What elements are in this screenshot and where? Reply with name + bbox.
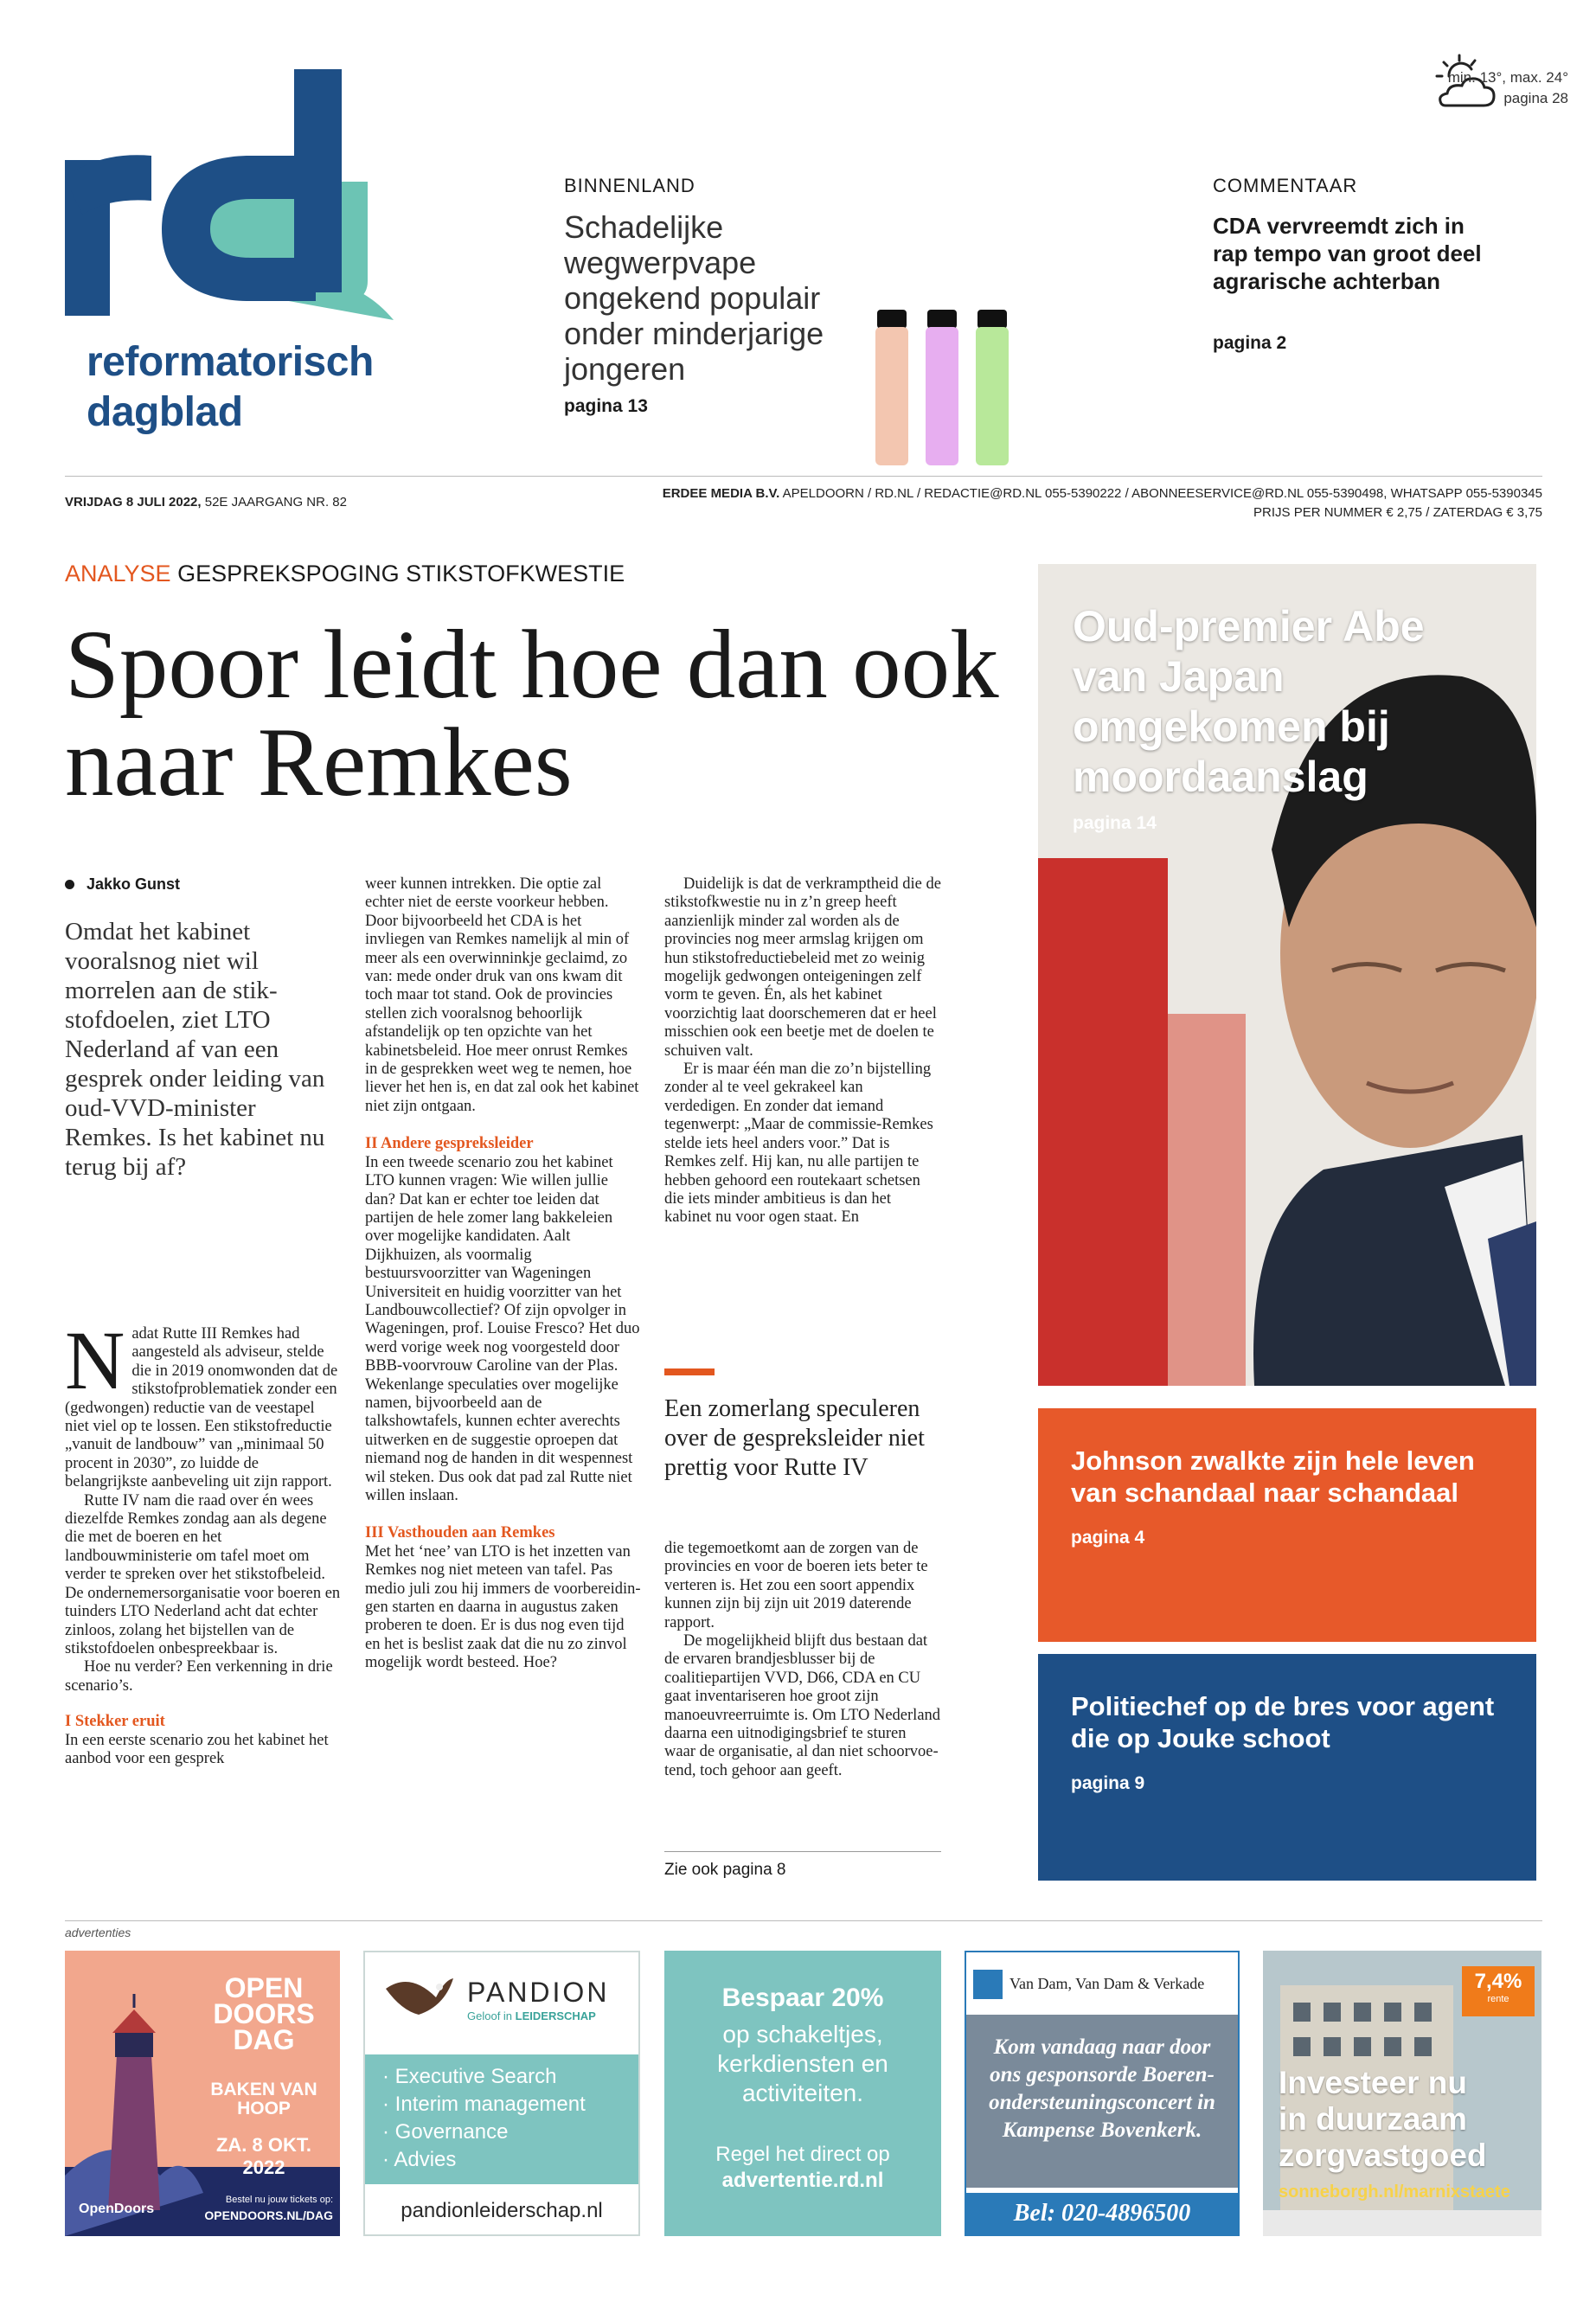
subheading: III Vasthouden aan Remkes xyxy=(365,1524,555,1542)
ad-open-doors[interactable] xyxy=(65,1951,340,2236)
vandam-phone: Bel: 020-4896500 xyxy=(966,2193,1238,2234)
article-intro: Omdat het kabinet vooralsnog niet wil morrelen aan de stikstofdoelen, ziet LTO Nederland af van een gesprek onder leiding van oud-VVD-minister Remkes. Is het kabinet nu terug bij af? xyxy=(65,918,325,1181)
ad-van-dam[interactable] xyxy=(965,1951,1240,2236)
ad5-headline xyxy=(1279,2065,1538,2174)
quote-accent-bar xyxy=(664,1368,715,1375)
ad1-tickets-url: OPENDOORS.NL/DAG xyxy=(204,2208,333,2222)
ad3-cta: Regel het direct op xyxy=(715,2143,890,2166)
teaser-binnenland-page[interactable]: pagina 13 xyxy=(564,396,648,416)
pandion-service-item: · Governance xyxy=(382,2120,509,2144)
pull-quote: Een zomerlang speculeren over de gespreksleider niet prettig voor Rutte IV xyxy=(664,1395,925,1481)
publisher-info xyxy=(663,484,1542,522)
teaser-commentaar-page[interactable]: pagina 2 xyxy=(1213,333,1287,353)
teaser-johnson-page: pagina 4 xyxy=(1071,1528,1145,1548)
pandion-service-text: Executive Search xyxy=(394,2065,557,2088)
pandion-tagline xyxy=(467,2009,596,2022)
ad5-rate-label: rente xyxy=(1487,1994,1509,2004)
see-also[interactable]: Zie ook pagina 8 xyxy=(664,1851,941,1880)
article-kicker xyxy=(65,561,625,587)
masthead-divider xyxy=(65,476,1542,477)
opendoors-logo: OpenDoors xyxy=(79,2202,155,2216)
article-column-3-continued xyxy=(664,1540,941,1780)
pandion-service-text: Advies xyxy=(394,2148,457,2171)
article-headline: Spoor leidt hoe dan ook naar Remkes xyxy=(65,611,999,817)
pandion-service-text: Governance xyxy=(394,2120,509,2144)
pandion-service-item: · Executive Search xyxy=(382,2065,557,2088)
ad3-url: advertentie.rd.nl xyxy=(721,2169,884,2192)
vape-pens-image xyxy=(874,304,1012,467)
ad1-event xyxy=(186,2080,340,2118)
publisher-contact: APELDOORN / RD.NL / REDACTIE@RD.NL 055-5390222 / ABONNEESERVICE@RD.NL 055-5390498, WHATSAPP 055-5390345 xyxy=(779,486,1542,501)
paragraph: Met het ‘nee’ van LTO is het inzetten van Remkes nog niet meteen van tafel. Pas medio juli zou hij immers de voorbereidingen starten en daarna in augustus zaken proberen te doen. Er is dus nog even tijd en het is beslist zaak dat die nu zo zinvol mogelijk wordt besteed. Hoe? xyxy=(365,1542,641,1672)
ad3-body: op schakeltjes, kerkdiensten en activiteiten. xyxy=(717,2021,888,2106)
issue-date: VRIJDAG 8 JULI 2022, xyxy=(65,495,202,510)
masthead-name[interactable] xyxy=(87,337,374,438)
article-byline: Jakko Gunst xyxy=(65,875,180,894)
weather-temp: min. 13°, max. 24° xyxy=(1447,69,1568,86)
paragraph: De mogelijkheid blijft dus bestaan dat de ervaren brandjesblusser bij de coalitiepartijen VVD, D66, CDA en CU gaat inventariseren hoe groot zijn manoeuvreerruimte is. Om LTO Nederland daarna een uitnodigingsbrief te sturen waar de organisatie, al dan niet schoorvoetend, toch gehoor aan geeft. xyxy=(664,1632,941,1779)
masthead-name-line2: dagblad xyxy=(87,389,243,435)
publisher-name: ERDEE MEDIA B.V. xyxy=(662,486,780,501)
pandion-tagline-pre: Geloof in xyxy=(467,2009,516,2022)
pandion-url: pandionleiderschap.nl xyxy=(401,2199,603,2222)
paragraph: die tegemoetkomt aan de zorgen van de provincies en voor de boeren iets beter te verteren is. Het zou een soort appendix kunnen zijn bij zijn uit 2019 daterende rapport. xyxy=(664,1540,928,1631)
vandam-logo-icon xyxy=(973,1970,1003,1999)
teaser-binnenland-title[interactable]: Schadelijke wegwerpvape ongekend populair onder minderjarige jongeren xyxy=(564,209,824,387)
ad5-rate: 7,4% xyxy=(1474,1970,1522,1993)
pandion-services xyxy=(365,2054,638,2184)
paragraph: Er is maar één man die zo’n bijstelling zonder al te veel gekrakeel kan verdedigen. En zonder dat iemand tegenwerpt: „Maar de commissie-Remkes stelde iets heel anders voor.” Dat is Remkes zelf. Hij kan, nu alle partijen te hebben gehoord een routekaart schetsen die iets minder ambitieus is dan het kabinet nu voor ogen staat. En xyxy=(664,1061,933,1227)
ad1-event-line1: BAKEN VAN xyxy=(210,2080,317,2099)
weather-info[interactable] xyxy=(1448,67,1568,109)
masthead-name-line1: reformatorisch xyxy=(87,339,374,385)
teaser-binnenland-label: BINNENLAND xyxy=(564,175,695,196)
ad5-headline-line3: zorgvastgoed xyxy=(1279,2138,1487,2173)
pandion-service-item: · Advies xyxy=(382,2148,457,2171)
issue-number: 52E JAARGANG NR. 82 xyxy=(201,495,347,510)
ad-sonneborgh[interactable] xyxy=(1263,1951,1542,2236)
teaser-politiechef-page: pagina 9 xyxy=(1071,1773,1145,1793)
ad1-tickets-label: Bestel nu jouw tickets op: xyxy=(225,2195,333,2205)
ad5-headline-line2: in duurzaam xyxy=(1279,2101,1467,2137)
dateline xyxy=(65,495,347,510)
ads-label: advertenties xyxy=(65,1926,131,1939)
teaser-commentaar-title[interactable]: CDA vervreemdt zich in rap tempo van groot deel agrarische achterban xyxy=(1213,213,1482,294)
photo-page[interactable]: pagina 14 xyxy=(1073,813,1157,833)
paragraph: In een tweede scenario zou het kabinet LTO kunnen vragen: Wie willen jullie dan? Dat kan er echter toe leiden dat partijen de hele zomer lang bakkeleien over mogelijke kandidaten. Aalt Dijkhuizen, als voormalig bestuursvoorzitter van Wageningen Universiteit en huidig voorzitter van het Landbouwcollectief? Of zijn opvolger in Wageningen, prof. Louise Fresco? Het duo werd vorige week nog voorgesteld door BBB-voorvrouw Caroline van der Plas. Wekenlange speculaties over mogelijke namen, bijvoorbeeld aan de talkshowtafels, kunnen echter averechts uitwerken en de suggestie oproepen dat niemand nog de handen in dit wespennest wil steken. Dus ook dat pad zal Rutte niet willen inslaan. xyxy=(365,1153,640,1504)
ad5-url: sonneborgh.nl/marnixstaete xyxy=(1279,2182,1510,2202)
teaser-commentaar-label: COMMENTAAR xyxy=(1213,175,1358,196)
rd-logo-mark xyxy=(65,69,411,320)
ad1-title-line2: DOORS xyxy=(213,1998,315,2029)
photo-headline[interactable]: Oud-premier Abe van Japan omgekomen bij moordaanslag xyxy=(1073,602,1425,801)
paragraph: weer kunnen intrekken. Die optie zal echter niet de eerste voorkeur hebben. Door bijvoorbeeld het CDA is het invliegen van Remkes namelijk al min of meer als een overwinninkje geclaimd, zo van: mede onder druk van ons kwam dit toch maar tot stand. Ook de provincies stellen zich vooralsnog behoorlijk afstandelijk op ten opzichte van het kabinetsbeleid. Hoe meer onrust Remkes in de gesprekken weet weg te nemen, hoe liever het hen is, en dat zal ook het kabinet niet zijn ontgaan. xyxy=(365,875,639,1115)
article-column-2 xyxy=(365,875,642,1673)
ads-divider xyxy=(65,1920,1542,1921)
pandion-service-text: Interim management xyxy=(394,2093,586,2116)
teaser-politiechef-title: Politiechef op de bres voor agent die op Jouke schoot xyxy=(1071,1691,1495,1753)
paragraph: Duidelijk is dat de verkramptheid die de stikstofkwestie nu in z’n greep heeft aanzienlijk minder zal worden als de provincies nog meer armslag krijgen om hun stikstofreductiebeleid met zo weinig mogelijk gedwongen onteigeningen zelf vorm te geven. Én, als het kabinet voorzichtig laat doorschemeren dat er heel misschien ook een beetje met de doelen te schuiven valt. xyxy=(664,875,941,1060)
ad1-event-line2: HOOP xyxy=(237,2099,291,2118)
eagle-icon xyxy=(384,1971,455,2023)
ad5-rate-badge xyxy=(1462,1966,1535,2016)
weather-page: pagina 28 xyxy=(1503,90,1568,106)
vandam-body: Kom vandaag naar door ons gesponsorde Boerenondersteuningsconcert in Kampense Bovenkerk. xyxy=(966,2015,1238,2188)
ad1-title-line1: OPEN xyxy=(224,1972,304,2003)
teaser-johnson-title: Johnson zwalkte zijn hele leven van schandaal naar schandaal xyxy=(1071,1445,1475,1508)
ad5-headline-line1: Investeer nu xyxy=(1279,2065,1467,2100)
kicker-label: ANALYSE xyxy=(65,561,171,586)
vandam-firm: Van Dam, Van Dam & Verkade xyxy=(1010,1975,1205,1992)
ad3-headline: Bespaar 20% xyxy=(721,1984,884,2012)
paragraph: Hoe nu verder? Een verkenning in drie scenario’s. xyxy=(65,1658,333,1695)
ad1-date: ZA. 8 OKT. 2022 xyxy=(215,2134,311,2178)
ad1-title-line3: DAG xyxy=(233,2024,295,2055)
paragraph: In een eerste scenario zou het kabinet het aanbod voor een gesprek xyxy=(65,1731,329,1767)
pandion-service-item: · Interim management xyxy=(382,2093,586,2116)
ad1-title xyxy=(195,1972,333,2055)
subheading: II Andere gespreksleider xyxy=(365,1135,534,1153)
paragraph: adat Rutte III Remkes had aangesteld als adviseur, stelde die in 2019 onomwonden dat de stikstofproblematiek zonder een (gedwongen) reductie van de veestapel niet viel op te lossen. Een stikstofreductie „vanuit de landbouw” van „minimaal 50 procent in 2030”, zo luidde de belangrijkste aanbeveling uit zijn rapport. xyxy=(65,1325,338,1491)
pandion-tagline-post: LEIDERSCHAP xyxy=(515,2009,596,2022)
publisher-price: PRIJS PER NUMMER € 2,75 / ZATERDAG € 3,75 xyxy=(1253,505,1542,520)
kicker-topic: GESPREKSPOGING STIKSTOFKWESTIE xyxy=(170,561,625,586)
article-column-3 xyxy=(664,875,941,1227)
teaser-politiechef[interactable] xyxy=(1038,1654,1536,1881)
paragraph: Rutte IV nam die raad over én wees diezelfde Remkes zondag aan als degene die met de boeren en het landbouwministerie om tafel moet om verder te spreken over het stikstofbeleid. De ondernemersorganisatie voor boeren en tuinders LTO Nederland acht dat echter zinloos, zolang het bijstellen van de stikstofdoelen onbespreekbaar is. xyxy=(65,1491,341,1657)
teaser-johnson[interactable] xyxy=(1038,1408,1536,1642)
ad-pandion[interactable] xyxy=(363,1951,640,2236)
pandion-brand: PANDION xyxy=(467,1977,610,2008)
article-column-1 xyxy=(65,1314,342,1768)
dropcap: N xyxy=(65,1314,125,1407)
subheading: I Stekker eruit xyxy=(65,1713,165,1731)
ad-rd-advertentie[interactable] xyxy=(664,1951,941,2236)
